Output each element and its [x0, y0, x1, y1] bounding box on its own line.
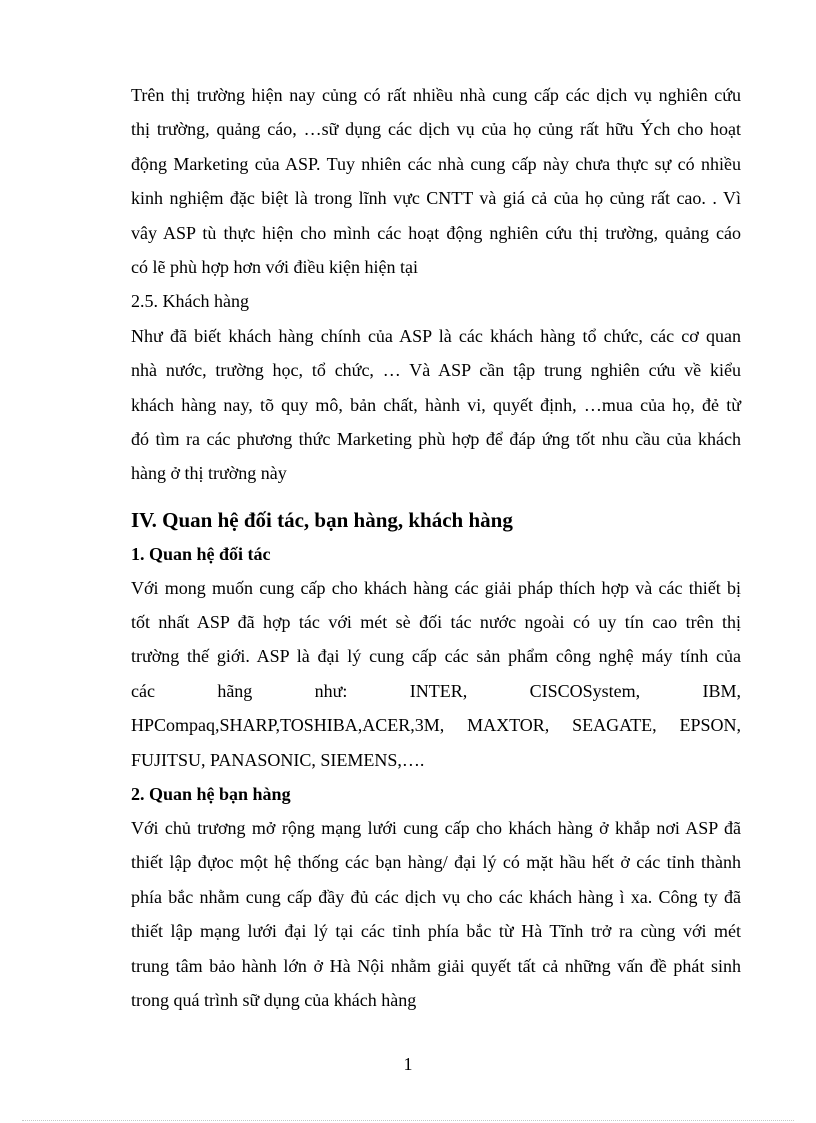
text-line: FUJITSU, PANASONIC, SIEMENS,….	[131, 749, 425, 770]
document-page	[131, 78, 741, 1017]
text-line: kinh nghiệm đặc biệt là trong lĩnh vực CNTT và giá cả của họ củng rất cao. . Vì	[131, 188, 741, 209]
text-line: các hãng như: INTER, CISCOSystem, IBM,	[131, 680, 741, 701]
subsection-heading-partners: 1. Quan hệ đối tác	[131, 543, 271, 564]
text-line: nhà nước, trường học, tổ chức, … Và ASP cần tập trung nghiên cứu về kiểu	[131, 360, 741, 381]
text-line: thiết lập đựoc một hệ thống các bạn hàng/ đại lý có mặt hầu hết ở các tỉnh thành	[131, 852, 741, 873]
text-line: Với chủ trương mở rộng mạng lưới cung cấp cho khách hàng ở khắp nơi ASP đã	[131, 818, 741, 839]
text-line: trường thế giới. ASP là đại lý cung cấp các sản phẩm công nghệ máy tính của	[131, 646, 741, 667]
text-line: khách hàng nay, tõ quy mô, bản chất, hành vi, quyết định, …mua của họ, đẻ từ	[131, 394, 741, 415]
text-line: trong quá trình sữ dụng của khách hàng	[131, 989, 417, 1010]
subsection-heading-customers: 2.5. Khách hàng	[131, 291, 249, 312]
paragraph-market-research	[131, 78, 741, 284]
text-line: phía bắc nhằm cung cấp đầy đủ các dịch vụ cho các khách hàng ì xa. Công ty đã	[131, 886, 741, 907]
text-line: vây ASP tù thực hiện cho mình các hoạt động nghiên cứu thị trường, quảng cáo	[131, 222, 741, 243]
section-heading-relations: IV. Quan hệ đối tác, bạn hàng, khách hàng	[131, 507, 513, 532]
page-number: 1	[403, 1054, 413, 1074]
page-bottom-divider	[22, 1120, 794, 1121]
text-line: động Marketing của ASP. Tuy nhiên các nhà cung cấp này chưa thực sự có nhiều	[131, 153, 741, 174]
text-line: thiết lập mạng lưới đại lý tại các tỉnh phía bắc từ Hà Tĩnh trở ra cùng với mét	[131, 921, 741, 942]
subsection-heading-business-partners: 2. Quan hệ bạn hàng	[131, 784, 291, 805]
text-line: trung tâm bảo hành lớn ở Hà Nội nhằm giải quyết tất cả những vấn đề phát sinh	[131, 955, 741, 976]
paragraph-business-partners	[131, 811, 741, 1017]
text-line: HPCompaq,SHARP,TOSHIBA,ACER,3M, MAXTOR, SEAGATE, EPSON,	[131, 715, 741, 736]
text-line: Như đã biết khách hàng chính của ASP là các khách hàng tổ chức, các cơ quan	[131, 325, 741, 346]
text-line: Trên thị trường hiện nay củng có rất nhiều nhà cung cấp các dịch vụ nghiên cứu	[131, 85, 741, 105]
text-line: hàng ở thị trường này	[131, 463, 287, 484]
text-line: thị trường, quảng cáo, …sữ dụng các dịch vụ của họ củng rất hữu Ých cho hoạt	[131, 119, 741, 140]
text-line: Với mong muốn cung cấp cho khách hàng các giải pháp thích hợp và các thiết bị	[131, 577, 741, 598]
paragraph-partners	[131, 571, 741, 777]
text-line: có lẽ phù hợp hơn với điều kiện hiện tại	[131, 256, 418, 277]
text-line: tốt nhất ASP đã hợp tác với mét sè đối tác nước ngoài có uy tín cao trên thị	[131, 612, 741, 633]
paragraph-customers	[131, 319, 741, 491]
text-line: đó tìm ra các phương thức Marketing phù hợp để đáp ứng tốt nhu cầu của khách	[131, 428, 741, 449]
